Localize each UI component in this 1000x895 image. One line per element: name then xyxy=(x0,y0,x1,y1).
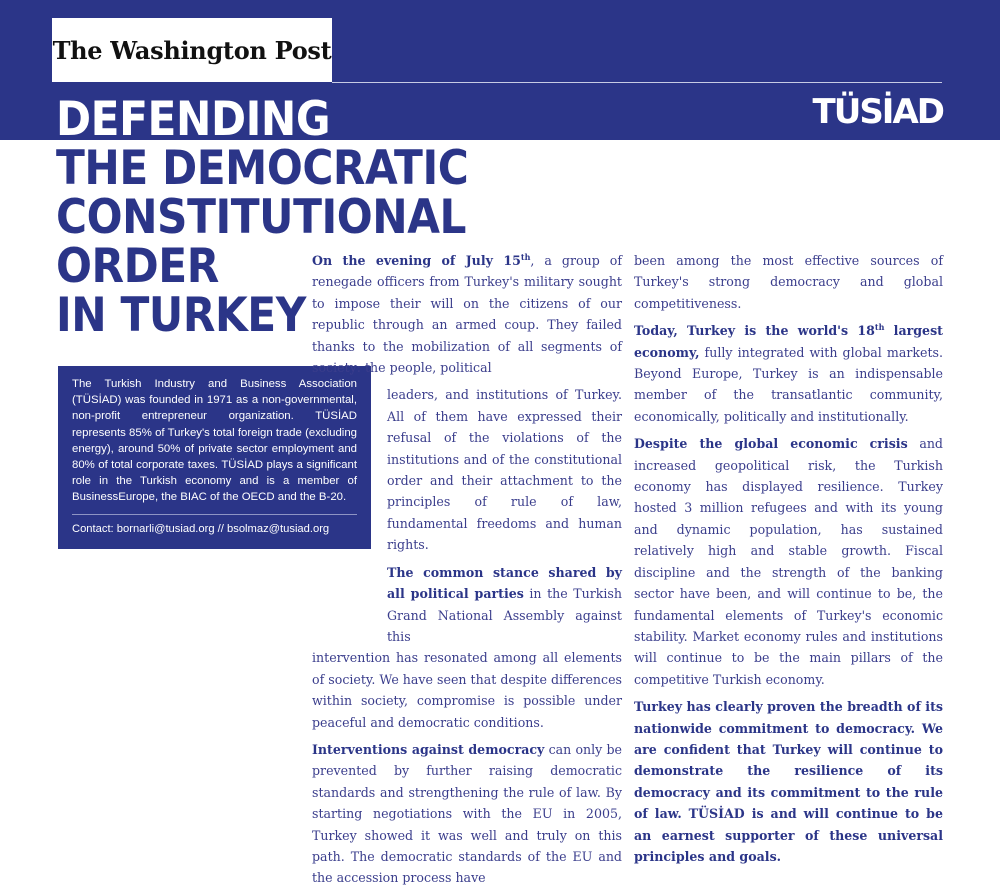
article-paragraph xyxy=(634,320,943,427)
inline-bold: largest economy, xyxy=(634,323,943,360)
inline-bold: The common stance shared by all political parties xyxy=(387,564,622,602)
header-rule xyxy=(332,82,942,83)
article-paragraph: intervention has resonated among all elements of society. We have seen that despite differences within society, compromise is possible under peaceful and democratic conditions. xyxy=(312,650,622,730)
headline-line: THE DEMOCRATIC xyxy=(56,141,469,196)
article-column-right xyxy=(634,250,943,873)
article-paragraph xyxy=(312,739,622,889)
lead-bold: On the evening of July 15 xyxy=(312,253,521,268)
washington-post-masthead xyxy=(52,18,332,82)
inline-text: in the Turkish Grand National Assembly against this xyxy=(387,586,622,644)
article-paragraph xyxy=(634,433,943,690)
article-paragraph: been among the most effective sources of Turkey's strong democracy and global competitiveness. xyxy=(634,253,943,311)
inline-sup: th xyxy=(874,322,885,333)
closing-statement: Turkey has clearly proven the breadth of its nationwide commitment to democracy. We are confident that Turkey will continue to demonstrate the resilience of its democracy and its commitment to the rule of law. TÜSİAD is and will continue to be an earnest supporter of these universal principles and goals. xyxy=(634,699,943,864)
about-tusiad-text: The Turkish Industry and Business Association (TÜSİAD) was founded in 1971 as a non-governmental, non-profit entrepreneur organization. TÜSİAD represents 85% of Turkey's total foreign trade (excluding energy), around 50% of private sector employment and 80% of total corporate taxes. TÜSİAD plays a significant role in the Turkish economy and is a member of BusinessEurope, the BIAC of the OECD and the B-20. xyxy=(72,378,357,504)
lead-sup: th xyxy=(520,251,531,262)
headline-line: ORDER xyxy=(56,239,219,294)
inline-bold: Today, Turkey is the world's 18 xyxy=(634,323,875,339)
headline-line: IN TURKEY xyxy=(56,288,306,343)
headline-line: CONSTITUTIONAL xyxy=(56,190,467,245)
article-paragraph xyxy=(387,562,622,648)
inline-text: fully integrated with global markets. Beyond Europe, Turkey is an indispensable member of the transatlantic community, economically, politically and institutionally. xyxy=(634,344,943,424)
masthead-text: The Washington Post xyxy=(52,35,332,65)
article-paragraph xyxy=(312,250,622,378)
tusiad-logo: TÜSİAD xyxy=(812,92,943,132)
contact-info: Contact: bornarli@tusiad.org // bsolmaz@tusiad.org xyxy=(72,522,330,535)
article-paragraph xyxy=(634,696,943,867)
article-paragraph: leaders, and institutions of Turkey. All of them have expressed their refusal of the violations of the institutions and of the constitutional order and their attachment to the principles of rule of law, fundamental freedoms and human rights. xyxy=(387,387,622,553)
headline-line: DEFENDING xyxy=(56,92,331,147)
inline-text: and increased geopolitical risk, the Turkish economy has displayed resilience. Turkey hosted 3 million refugees and with its young and dynamic population, has sustained relatively high and stable growth. Fiscal discipline and the strength of the banking sector have been, and will continue to be, the fundamental elements of Turkey's economic stability. Market economy rules and institutions will continue to be the main pillars of the competitive Turkish economy. xyxy=(634,436,943,687)
inline-text: can only be prevented by further raising democratic standards and strengthening the rule of law. By starting negotiations with the EU in 2005, Turkey showed it was well and truly on this path. The democratic standards of the EU and the accession process have xyxy=(312,741,622,886)
inline-bold: Despite the global economic crisis xyxy=(634,436,908,452)
lead-text: , a group of renegade officers from Turkey's military sought to impose their will on the citizens of our republic through an armed coup. They failed thanks to the mobilization of all segments of society: the people, political xyxy=(312,253,623,376)
article-column-left xyxy=(312,250,622,895)
inline-bold: Interventions against democracy xyxy=(312,741,545,757)
